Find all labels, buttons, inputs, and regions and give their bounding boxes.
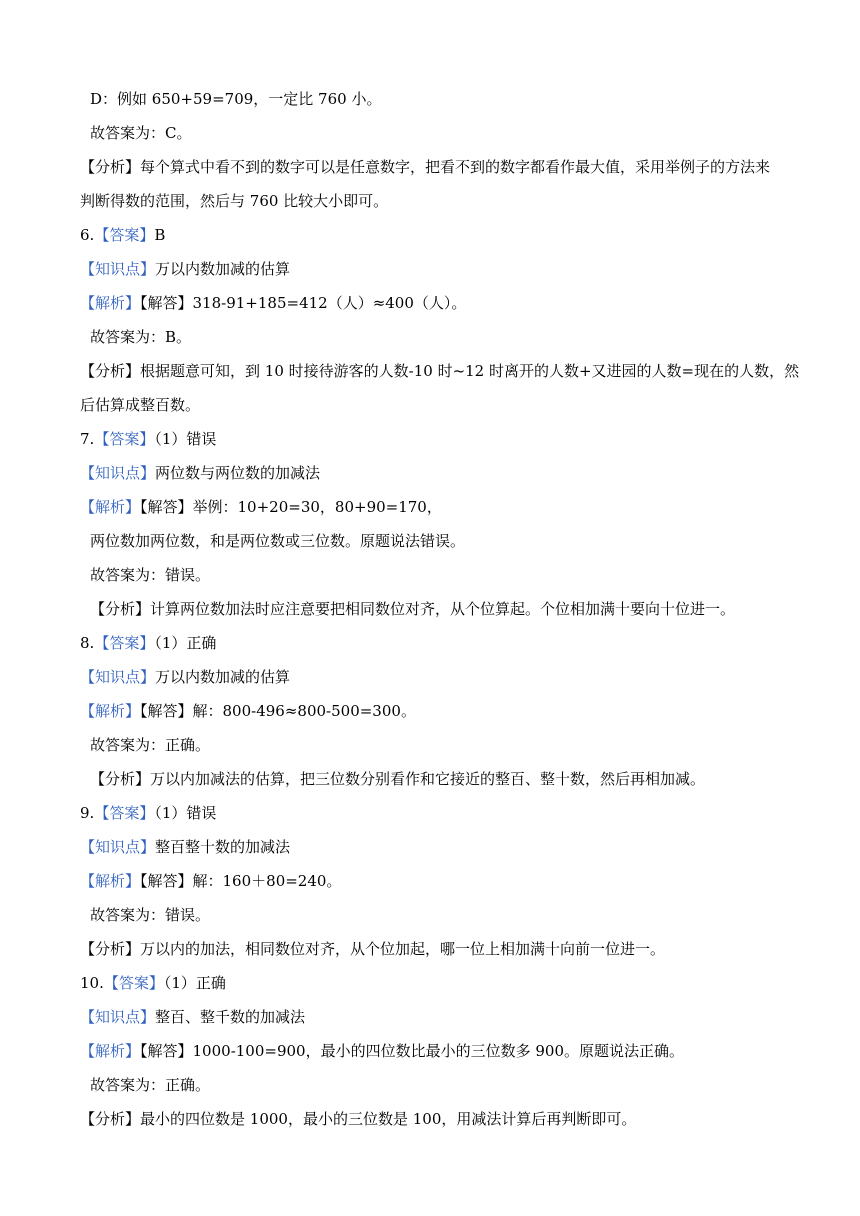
analysis-line-6: [80, 361, 820, 381]
conclusion-line: 故答案为：C。: [90, 124, 192, 142]
solution-line-8: [80, 701, 820, 721]
analysis-tag: 【分析】: [80, 940, 141, 958]
analysis-tag: 【分析】: [80, 158, 141, 176]
analysis-text: 万以内加减法的估算，把三位数分别看作和它接近的整百、整十数，然后再相加减。: [150, 770, 706, 788]
question-number: 8.: [80, 634, 95, 652]
knowledge-text: 整百整十数的加减法: [155, 838, 291, 856]
solution-text: 【解答】解：800-496≈800-500=300。: [140, 702, 416, 720]
solution-line-6: [80, 293, 820, 313]
answer-line-10: [80, 973, 820, 993]
solution-tag: 【解析】: [80, 498, 141, 516]
conclusion-line-8: 故答案为：正确。: [90, 736, 211, 754]
analysis-tag: 【分析】: [90, 600, 151, 618]
analysis-tag: 【分析】: [90, 770, 151, 788]
knowledge-line-6: [80, 259, 820, 279]
knowledge-tag: 【知识点】: [80, 668, 156, 686]
solution-line-10: [80, 1041, 820, 1061]
knowledge-tag: 【知识点】: [80, 1008, 156, 1026]
question-number: 7.: [80, 430, 95, 448]
answer-line-6: [80, 225, 820, 245]
analysis-text: 最小的四位数是 1000，最小的三位数是 100，用减法计算后再判断即可。: [140, 1110, 637, 1128]
answer-value: （1）错误: [154, 804, 217, 822]
answer-value: （1）错误: [154, 430, 217, 448]
answer-line-9: [80, 803, 820, 823]
analysis-line: [80, 157, 820, 177]
solution-text: 【解答】1000-100=900，最小的四位数比最小的三位数多 900。原题说法正确。: [140, 1042, 684, 1060]
solution-tag: 【解析】: [80, 702, 141, 720]
knowledge-tag: 【知识点】: [80, 260, 156, 278]
solution-line-7: [80, 497, 820, 517]
solution-text: 【解答】318-91+185=412（人）≈400（人）。: [140, 294, 467, 312]
question-number: 10.: [80, 974, 104, 992]
knowledge-line-8: [80, 667, 820, 687]
analysis-line-8: [90, 769, 830, 789]
answer-value: （1）正确: [154, 634, 217, 652]
answer-value: （1）正确: [163, 974, 226, 992]
answer-value: B: [154, 226, 166, 244]
solution-tag: 【解析】: [80, 872, 141, 890]
solution-tag: 【解析】: [80, 1042, 141, 1060]
analysis-text: 每个算式中看不到的数字可以是任意数字，把看不到的数字都看作最大值，采用举例子的方法来: [140, 158, 771, 176]
conclusion-line-7: 故答案为：错误。: [90, 566, 211, 584]
knowledge-tag: 【知识点】: [80, 838, 156, 856]
analysis-text: 万以内的加法，相同数位对齐，从个位加起，哪一位上相加满十向前一位进一。: [140, 940, 666, 958]
answer-tag: 【答案】: [94, 634, 155, 652]
solution-line-7b: 两位数加两位数，和是两位数或三位数。原题说法错误。: [90, 532, 466, 550]
analysis-line-2: 判断得数的范围，然后与 760 比较大小即可。: [80, 192, 389, 210]
knowledge-line-9: [80, 837, 820, 857]
conclusion-line-6: 故答案为：B。: [90, 328, 192, 346]
answer-tag: 【答案】: [94, 430, 155, 448]
conclusion-line-10: 故答案为：正确。: [90, 1076, 211, 1094]
knowledge-text: 万以内数加减的估算: [155, 668, 291, 686]
knowledge-text: 整百、整千数的加减法: [155, 1008, 306, 1026]
conclusion-line-9: 故答案为：错误。: [90, 906, 211, 924]
question-number: 6.: [80, 226, 95, 244]
analysis-tag: 【分析】: [80, 1110, 141, 1128]
answer-tag: 【答案】: [94, 226, 155, 244]
answer-tag: 【答案】: [103, 974, 164, 992]
analysis-text: 计算两位数加法时应注意要把相同数位对齐，从个位算起。个位相加满十要向十位进一。: [150, 600, 736, 618]
analysis-text: 根据题意可知，到 10 时接待游客的人数-10 时~12 时离开的人数+又进园的人数=现在的人数，然: [140, 362, 800, 380]
question-number: 9.: [80, 804, 95, 822]
knowledge-text: 万以内数加减的估算: [155, 260, 291, 278]
answer-tag: 【答案】: [94, 804, 155, 822]
knowledge-text: 两位数与两位数的加减法: [155, 464, 321, 482]
option-d-line: D：例如 650+59=709，一定比 760 小。: [90, 90, 382, 108]
solution-text: 【解答】举例：10+20=30，80+90=170，: [140, 498, 442, 516]
answer-line-8: [80, 633, 820, 653]
analysis-line-6b: 后估算成整百数。: [80, 396, 201, 414]
answer-line-7: [80, 429, 820, 449]
solution-line-9: [80, 871, 820, 891]
solution-tag: 【解析】: [80, 294, 141, 312]
solution-text: 【解答】解：160＋80=240。: [140, 872, 342, 890]
analysis-tag: 【分析】: [80, 362, 141, 380]
knowledge-line-7: [80, 463, 820, 483]
knowledge-tag: 【知识点】: [80, 464, 156, 482]
knowledge-line-10: [80, 1007, 820, 1027]
analysis-line-10: [80, 1109, 820, 1129]
analysis-line-7: [90, 599, 830, 619]
analysis-line-9: [80, 939, 820, 959]
